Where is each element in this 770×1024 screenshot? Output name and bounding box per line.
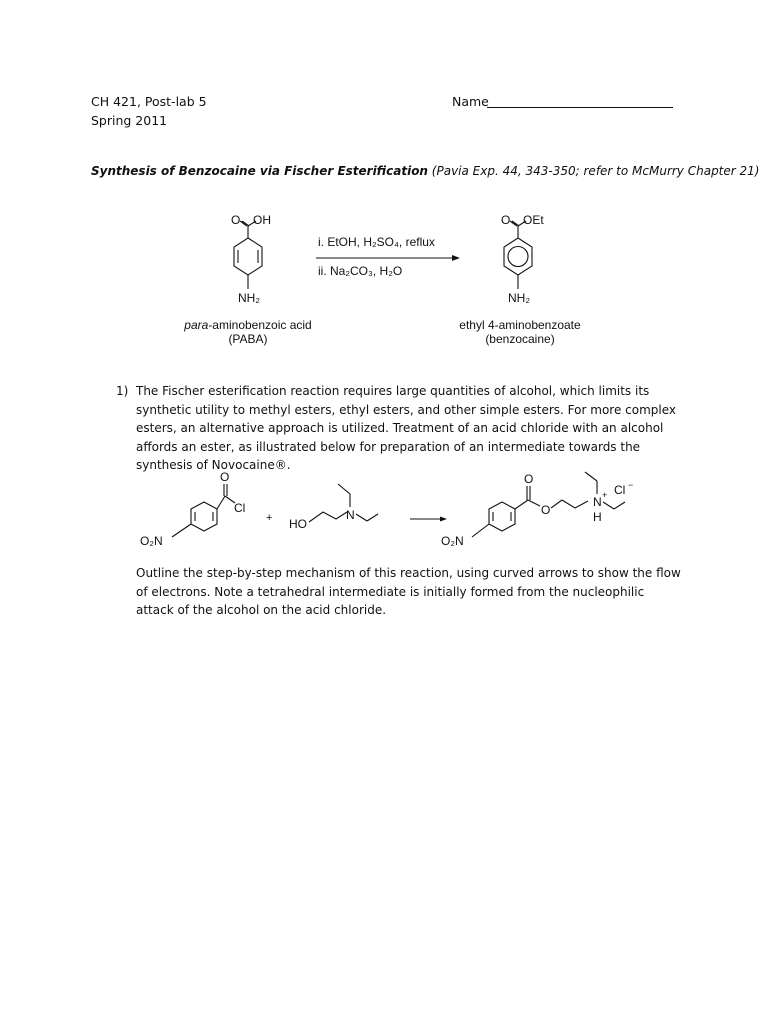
- product-chloride-charge: −: [628, 480, 634, 490]
- benzocaine-name: ethyl 4-aminobenzoate: [459, 318, 581, 332]
- acid-chloride-o: O: [220, 470, 230, 484]
- term-label: Spring 2011: [91, 113, 168, 128]
- acid-chloride-no2: O₂N: [140, 534, 163, 548]
- reagent-step-2: ii. Na₂CO₃, H₂O: [318, 264, 403, 278]
- product-chloride: Cl: [614, 483, 626, 497]
- course-label: CH 421, Post-lab 5: [91, 94, 207, 109]
- alcohol-ho: HO: [289, 517, 307, 531]
- paba-hydroxyl: OH: [253, 213, 271, 227]
- name-label: Name: [452, 94, 489, 109]
- benzocaine-ethoxy: OEt: [523, 213, 544, 227]
- ester-product-structure: [441, 472, 633, 548]
- paba-carbonyl-o: O: [231, 213, 241, 227]
- title-main: Synthesis of Benzocaine via Fischer Esterification: [91, 164, 428, 178]
- product-n-h: H: [593, 510, 602, 524]
- paba-name: -aminobenzoic acid: [208, 318, 312, 332]
- plus-sign: +: [266, 512, 273, 524]
- product-n: N: [593, 495, 602, 509]
- benzocaine-carbonyl-o: O: [501, 213, 511, 227]
- alcohol-n: N: [346, 508, 355, 522]
- acid-chloride-cl: Cl: [234, 501, 246, 515]
- amino-alcohol-structure: [289, 484, 378, 531]
- product-ester-o: O: [541, 503, 551, 517]
- question-1-text: The Fischer esterification reaction requires large quantities of alcohol, which limits its synthetic utility to methyl esters, ethyl esters, and other simple esters. For more complex esters, an alternative approach is utilized. Treatment of an acid chloride with an alcohol affords an ester, as illustrated below for preparation of an intermediate towards the synthesis of Novocaine®.: [136, 384, 676, 472]
- product-carbonyl-o: O: [524, 472, 534, 486]
- paba-abbr: (PABA): [228, 332, 268, 346]
- product-no2: O₂N: [441, 534, 464, 548]
- paba-amine: NH₂: [238, 291, 260, 305]
- question-1-number: 1): [116, 384, 129, 398]
- paba-name-italic: para: [184, 318, 209, 332]
- acid-chloride-structure: [140, 470, 245, 548]
- reaction-arrow-2: [410, 517, 447, 522]
- question-1-instruction: Outline the step-by-step mechanism of this reaction, using curved arrows to show the flow of electrons. Note a tetrahedral intermediate is initially formed from the nucleophilic attack of the alcohol on the acid chloride.: [136, 566, 681, 617]
- benzocaine-abbr: (benzocaine): [485, 332, 555, 346]
- title-reference: (Pavia Exp. 44, 343-350; refer to McMurry Chapter 21): [427, 164, 760, 178]
- reagent-step-1: i. EtOH, H₂SO₄, reflux: [318, 235, 435, 249]
- benzocaine-amine: NH₂: [508, 291, 530, 305]
- product-n-charge: +: [602, 490, 608, 500]
